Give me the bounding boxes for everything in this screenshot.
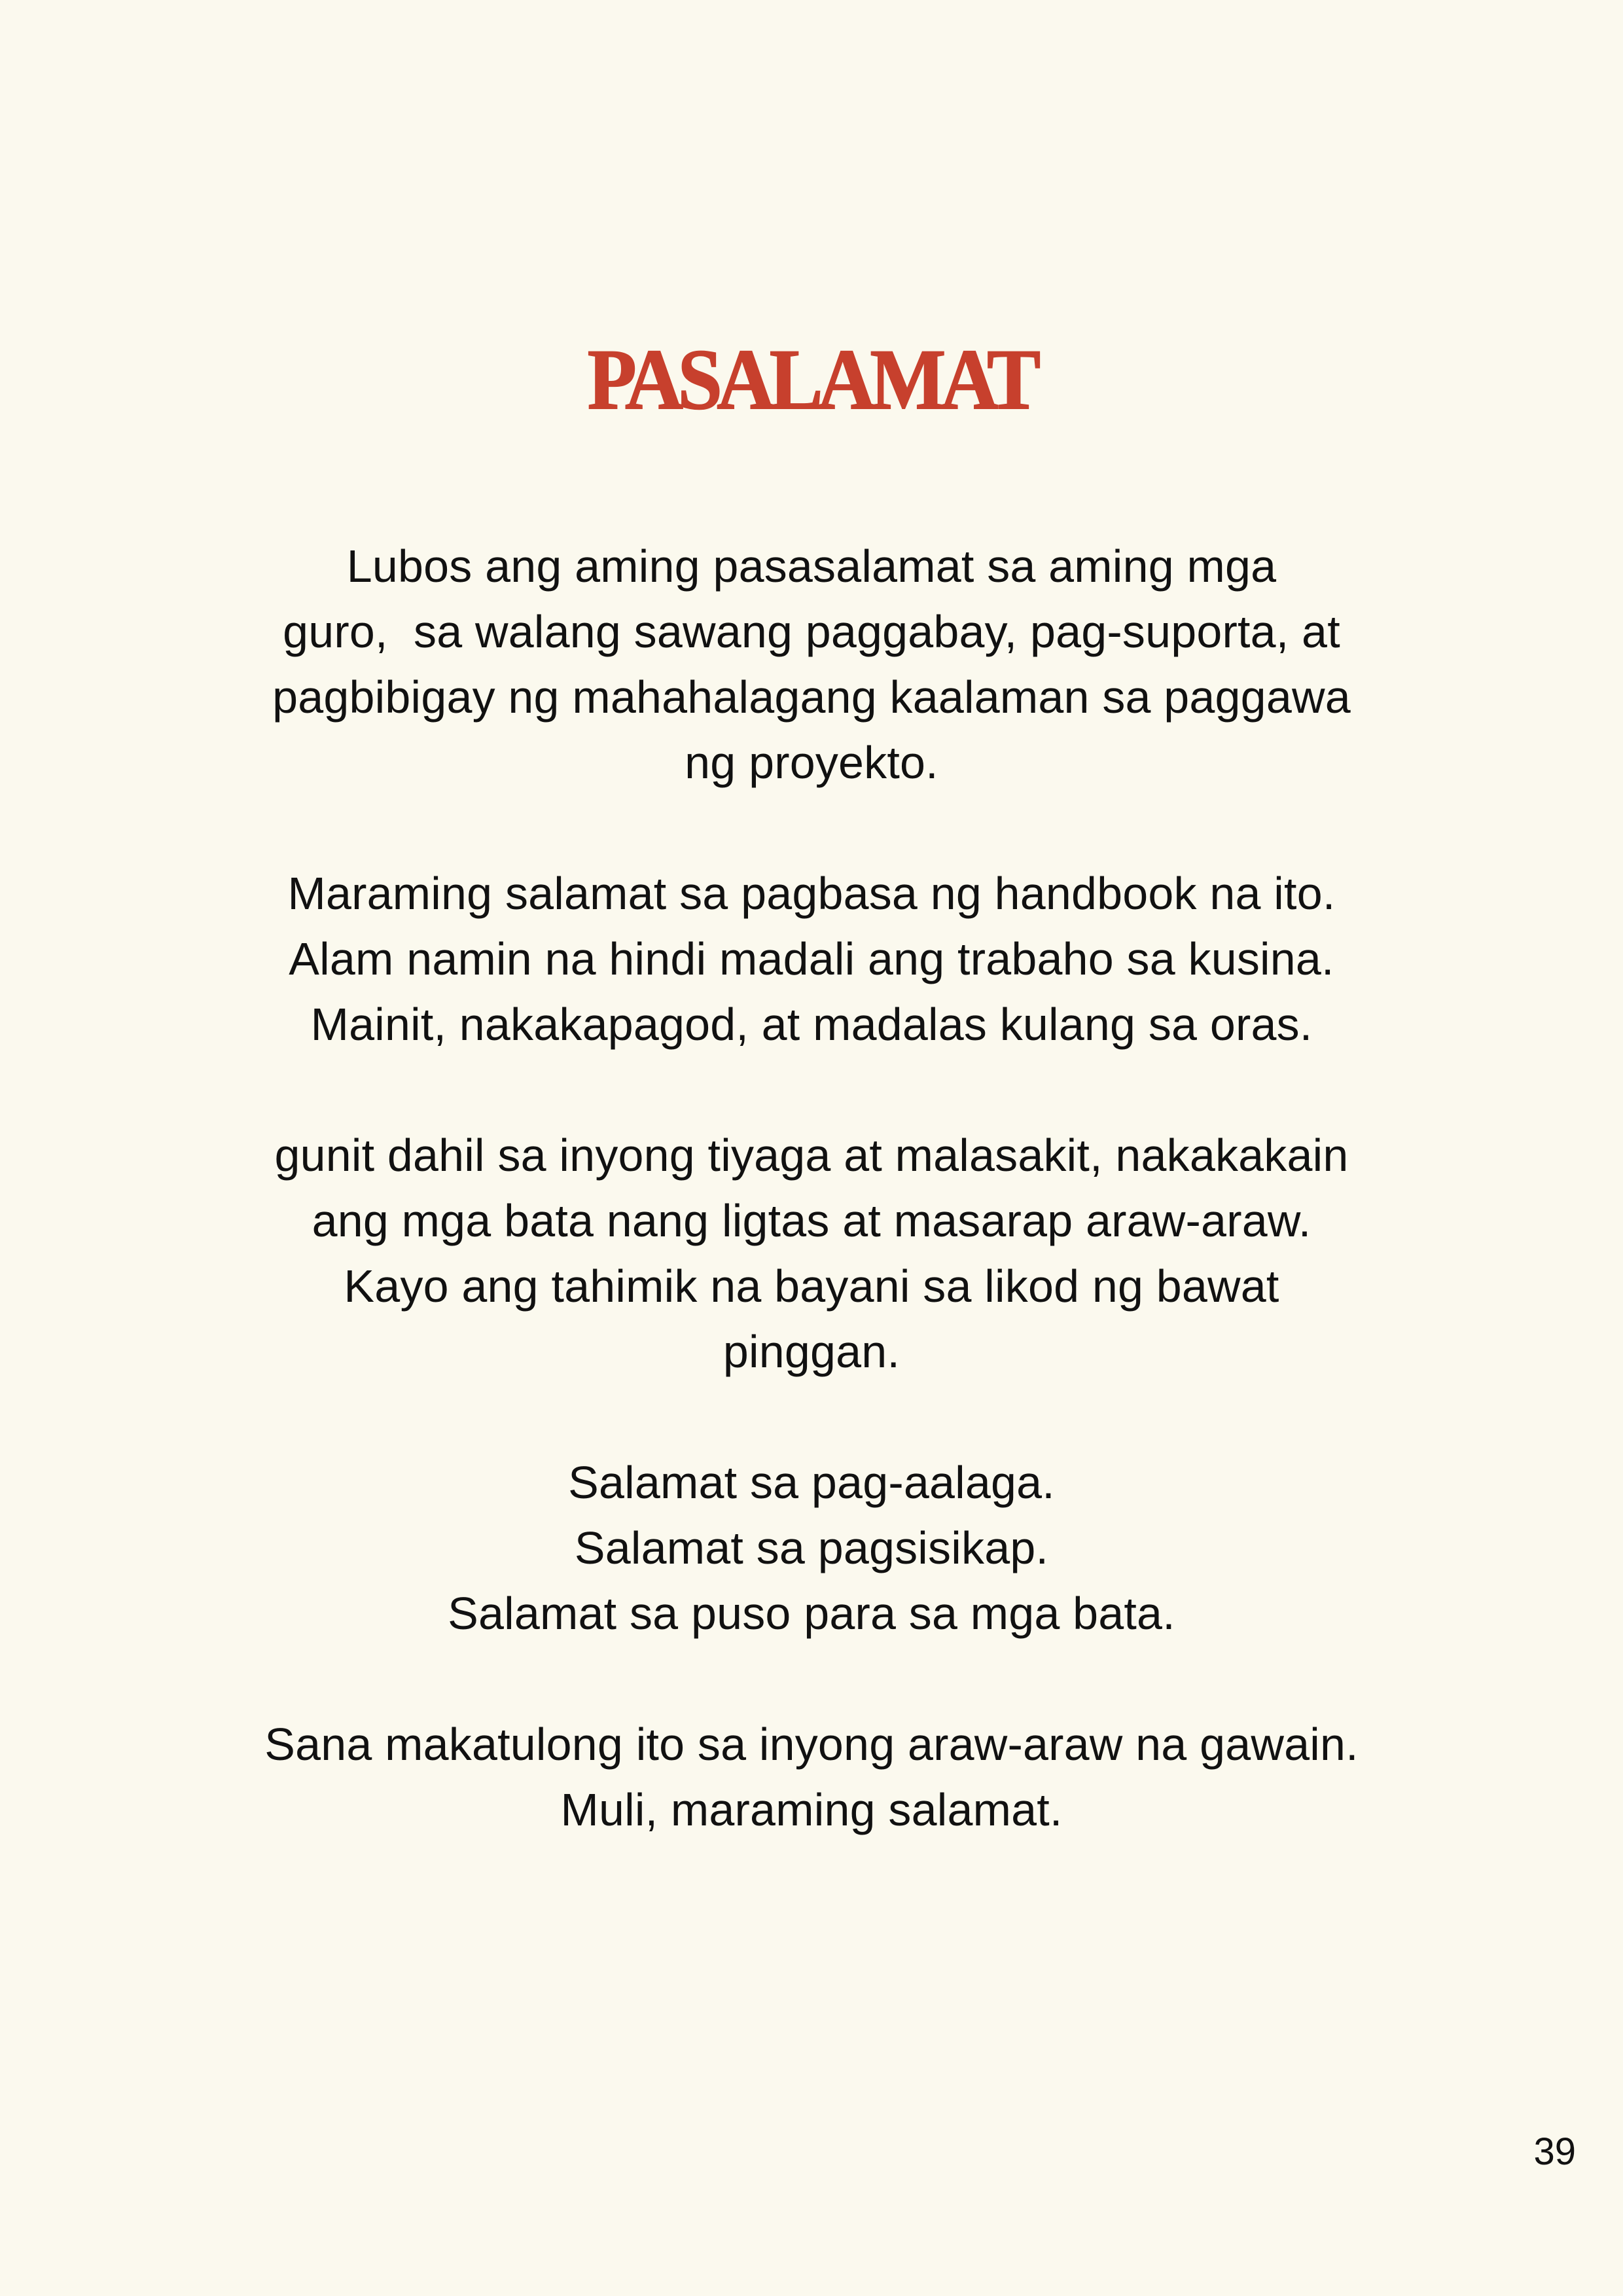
paragraph-silent-heroes	[196, 1122, 1427, 1384]
paragraph-salamat-list	[196, 1450, 1427, 1646]
text-line: Sana makatulong ito sa inyong araw-araw na gawain.	[264, 1719, 1359, 1770]
text-line: Salamat sa puso para sa mga bata.	[448, 1588, 1175, 1639]
text-line: Maraming salamat sa pagbasa ng handbook na ito.	[287, 868, 1336, 919]
text-line: ng proyekto.	[685, 737, 938, 788]
text-line: pagbibigay ng mahahalagang kaalaman sa paggawa	[272, 672, 1351, 723]
text-line: Lubos ang aming pasasalamat sa aming mga	[346, 541, 1277, 592]
paragraph-gratitude-teachers	[196, 533, 1427, 795]
page-title: PASALAMAT	[588, 331, 1035, 427]
text-line: ang mga bata nang ligtas at masarap araw-araw.	[312, 1195, 1311, 1246]
paragraph-closing	[196, 1712, 1427, 1842]
text-line: Salamat sa pagsisikap.	[574, 1522, 1049, 1573]
acknowledgement-body	[196, 533, 1427, 1842]
text-line: Salamat sa pag-aalaga.	[568, 1457, 1055, 1508]
text-line: Mainit, nakakapagod, at madalas kulang sa oras.	[310, 999, 1313, 1050]
text-line: pinggan.	[722, 1326, 901, 1377]
page-number: 39	[1533, 2130, 1576, 2173]
text-line: Alam namin na hindi madali ang trabaho sa kusina.	[289, 933, 1334, 984]
text-line: Kayo ang tahimik na bayani sa likod ng bawat	[344, 1261, 1279, 1312]
paragraph-thanks-readers	[196, 861, 1427, 1057]
text-line: Muli, maraming salamat.	[560, 1784, 1063, 1835]
text-line: gunit dahil sa inyong tiyaga at malasakit, nakakakain	[274, 1130, 1349, 1181]
text-line: guro, sa walang sawang paggabay, pag-suporta, at	[283, 606, 1340, 657]
title-container	[0, 327, 1623, 432]
